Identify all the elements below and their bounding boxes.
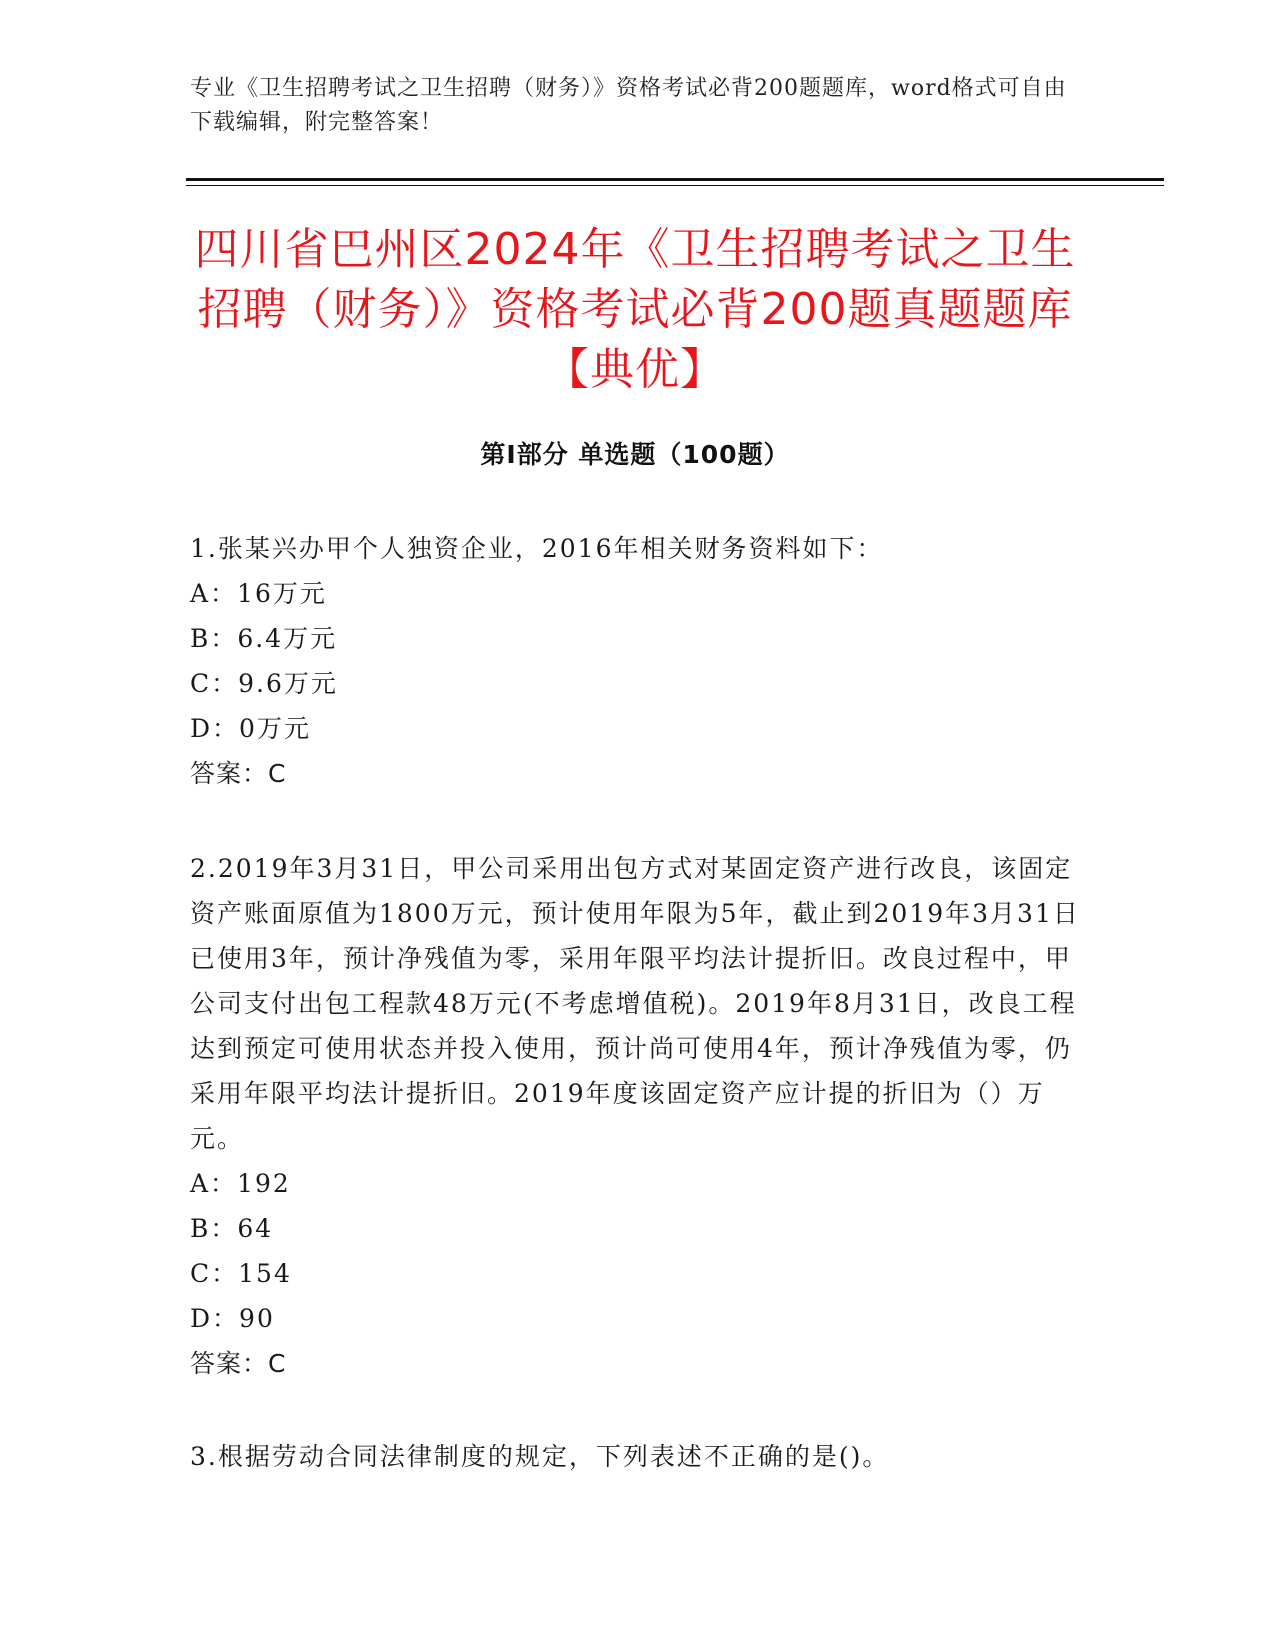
section-title: 第I部分 单选题（100题） (480, 440, 790, 469)
header-note: 专业《卫生招聘考试之卫生招聘（财务）》资格考试必背200题题库，word格式可自由下载编辑，附完整答案！ (190, 76, 1067, 135)
option-a: A：16万元 (190, 579, 327, 608)
option-b: B：6.4万元 (190, 624, 338, 653)
option-c: C：9.6万元 (190, 669, 338, 698)
question-stem: 3.根据劳动合同法律制度的规定，下列表述不正确的是()。 (190, 1442, 890, 1471)
question-2 (190, 846, 1085, 1386)
option-b: B：64 (190, 1214, 274, 1243)
question-1 (190, 526, 1085, 796)
option-d: D：0万元 (190, 714, 311, 743)
option-d: D：90 (190, 1304, 275, 1333)
answer-line: 答案：C (190, 1349, 287, 1378)
question-stem: 2.2019年3月31日，甲公司采用出包方式对某固定资产进行改良，该固定资产账面原值为1800万元，预计使用年限为5年，截止到2019年3月31日已使用3年，预计净残值为零，采用年限平均法计提折旧。改良过程中，甲公司支付出包工程款48万元(不考虑增值税)。2019年8月31日，改良工程达到预定可使用状态并投入使用，预计尚可使用4年，预计净残值为零，仍采用年限平均法计提折旧。2019年度该固定资产应计提的折旧为（）万元。 (190, 854, 1080, 1153)
header-divider-thick (186, 178, 1164, 181)
option-c: C：154 (190, 1259, 292, 1288)
header-divider-thin (186, 185, 1164, 186)
option-a: A：192 (190, 1169, 291, 1198)
question-3 (190, 1434, 1085, 1479)
question-stem: 1.张某兴办甲个人独资企业，2016年相关财务资料如下： (190, 534, 884, 563)
document-title: 四川省巴州区2024年《卫生招聘考试之卫生招聘（财务）》资格考试必背200题真题题库【典优】 (194, 224, 1076, 395)
answer-line: 答案：C (190, 759, 287, 788)
